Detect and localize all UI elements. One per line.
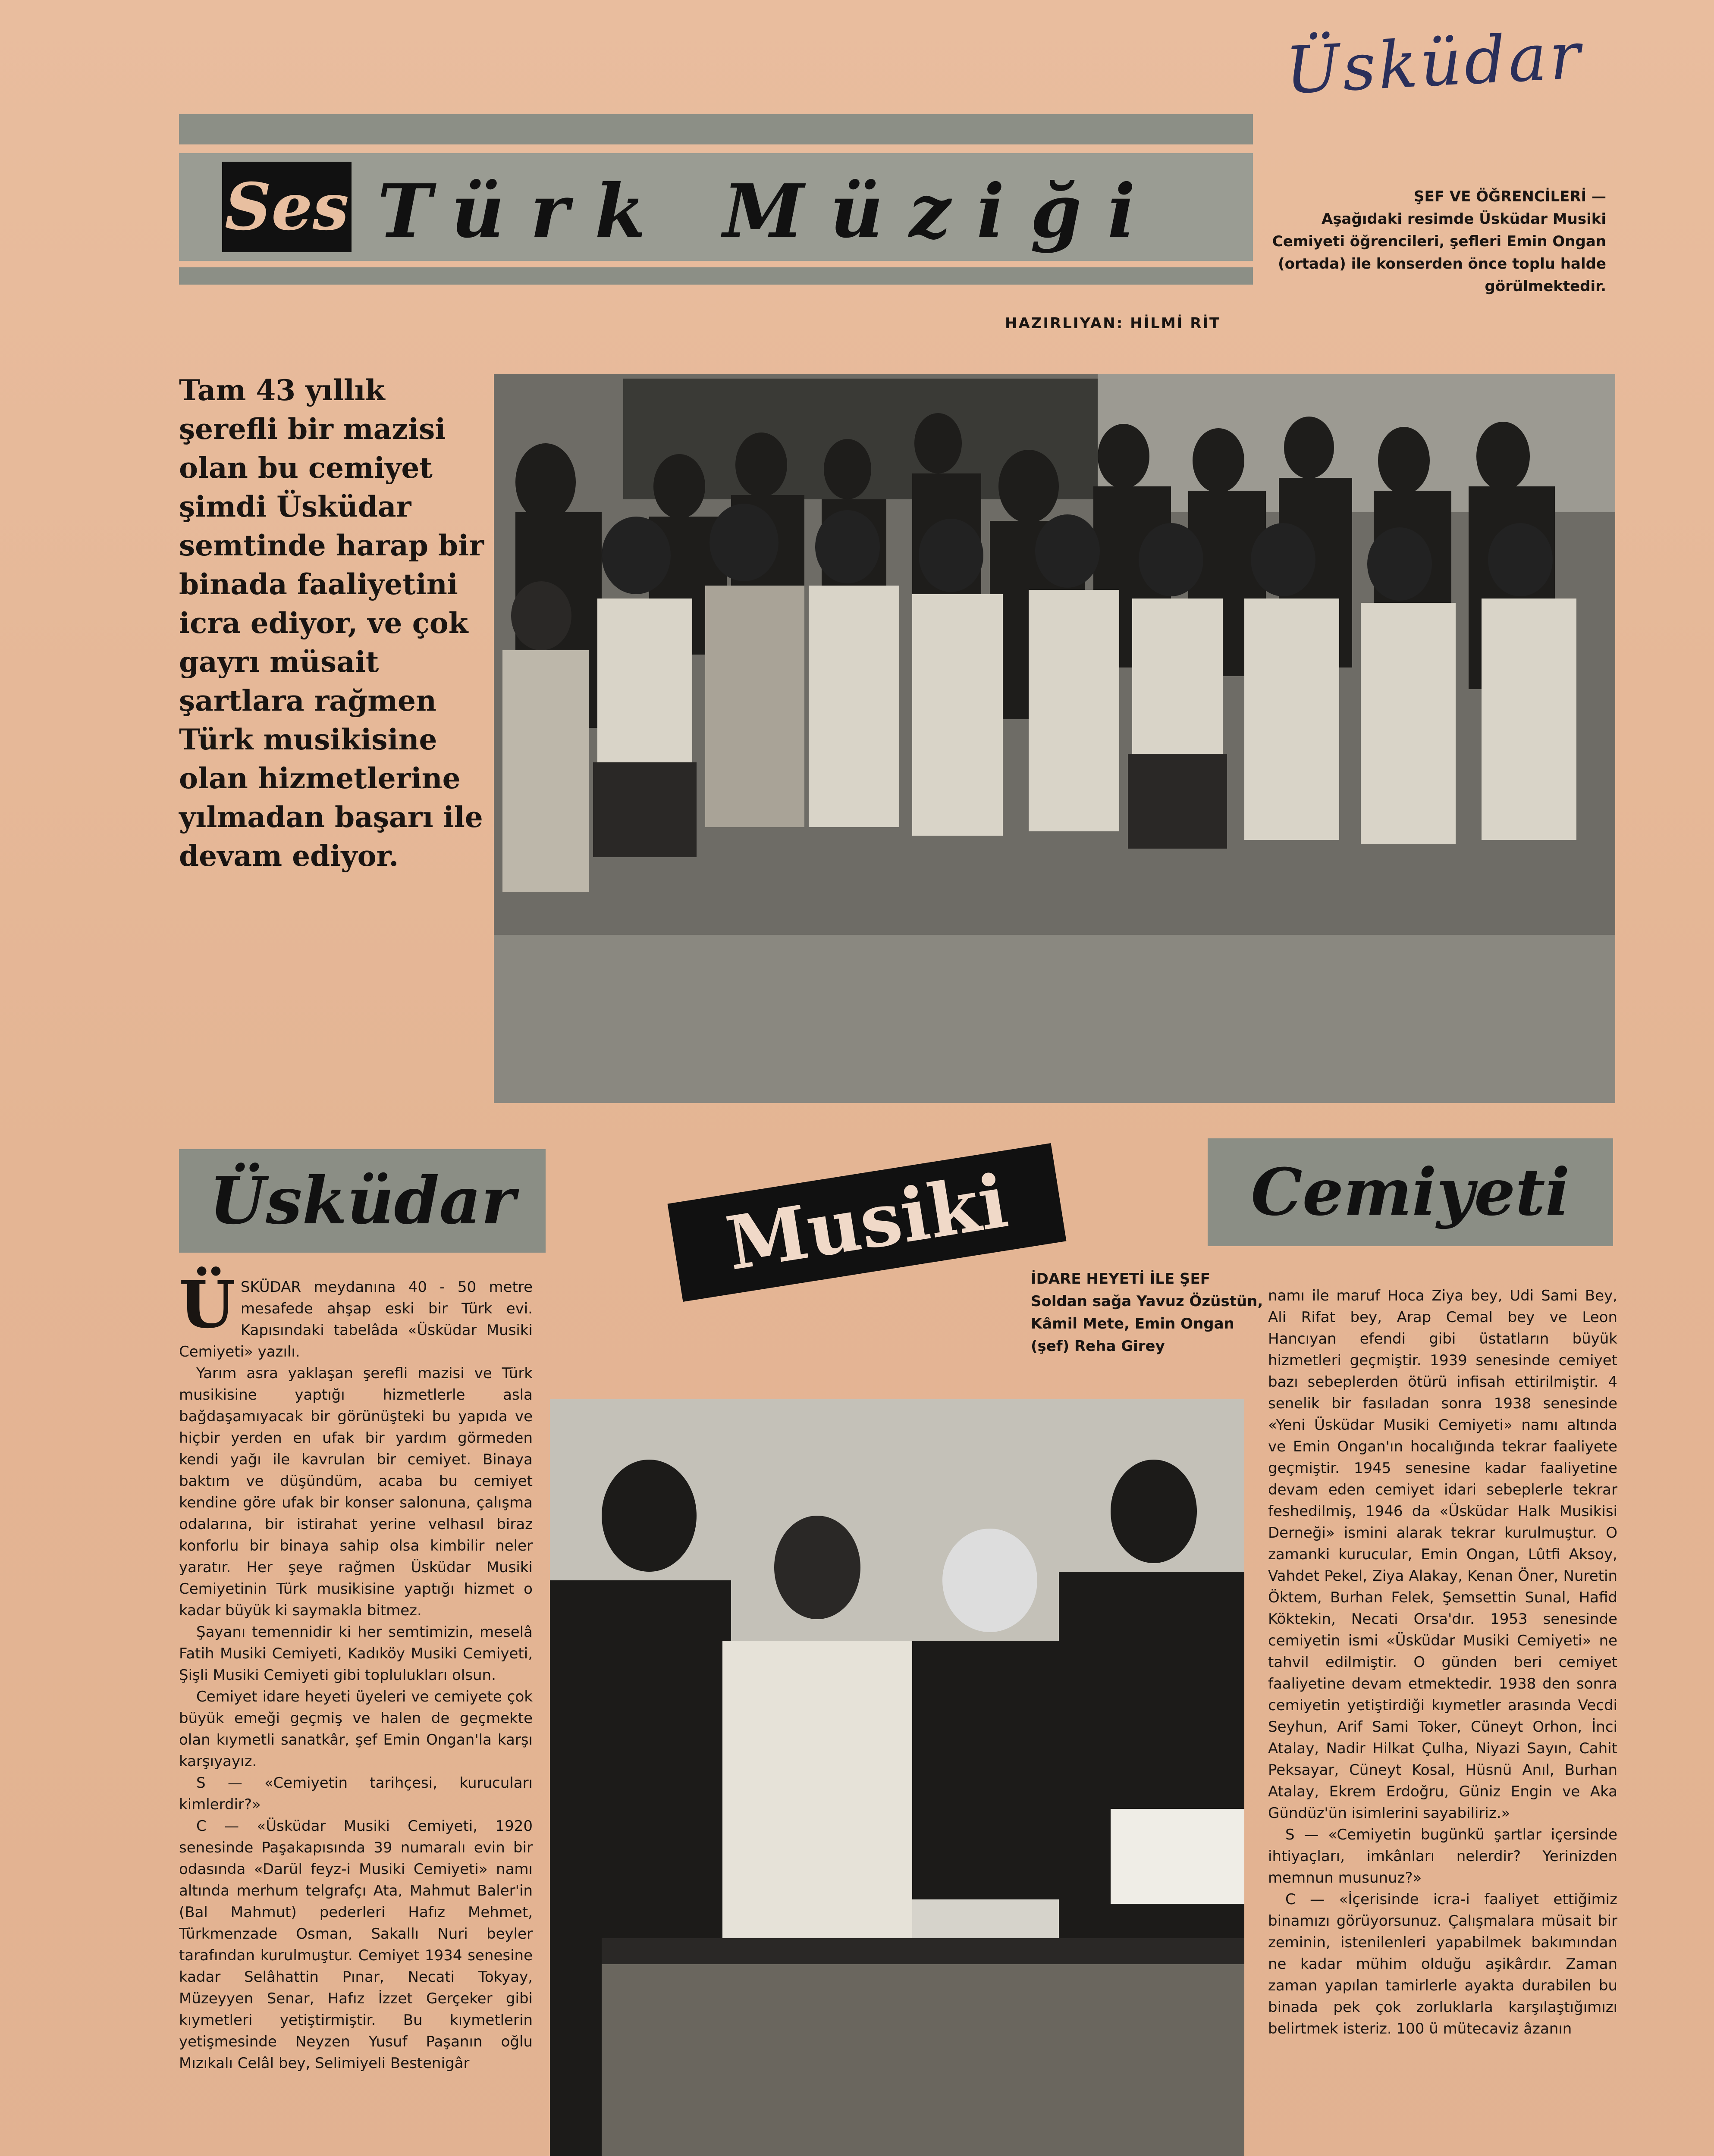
article-paragraph: S — «Cemiyetin bugünkü şartlar içersinde ihtiyaçları, imkânları nelerdir? Yerinizden memnun musunuz?» xyxy=(1268,1826,1617,1887)
magazine-logo: Ses xyxy=(222,162,352,252)
photo-caption-board-text: Soldan sağa Yavuz Özüstün, Kâmil Mete, Emin Ongan (şef) Reha Girey xyxy=(1031,1293,1263,1355)
group-photo-students xyxy=(494,374,1615,1103)
photo-caption-top xyxy=(1261,185,1606,298)
photo-caption-board xyxy=(1031,1268,1272,1357)
group-photo-image xyxy=(494,374,1615,1103)
section-title-left: Üsküdar xyxy=(179,1149,546,1253)
article-paragraph: namı ile maruf Hoca Ziya bey, Udi Sami Bey, Ali Rifat bey, Arap Cemal bey ve Leon Hancıyan efendi gibi üstatların büyük hizmetleri geçmiştir. 1939 senesinde cemiyet bazı sebeplerden ötürü infisah ettirilmiştir. 4 senelik bir fasıladan sonra 1938 senesinde «Yeni Üsküdar Musiki Cemiyeti» namı altında ve Emin Ongan'ın hocalığında tekrar faaliyete geçmiştir. 1945 senesine kadar faaliyetine devam eden cemiyet idari sebeplerle tekrar feshedilmiş, 1946 da «Üsküdar Halk Musikisi Derneği» ismini alarak tekrar kurulmuştur. O zamanki kurucular, Emin Ongan, Lûtfi Aksoy, Vahdet Pekel, Ziya Alakay, Kenan Öner, Nuretin Öktem, Burhan Felek, Şemsettin Sunal, Hafid Köktekin, Necati Orsa'dır. 1953 senesinde cemiyetin ismi «Üsküdar Musiki Cemiyeti» ne tahvil edilmiştir. O günden beri cemiyet faaliyetine devam etmektedir. 1938 den sonra cemiyetin yetiştirdiği kıymetler arasında Vecdi Seyhun, Arif Sami Toker, Cüneyt Orhon, İnci Atalay, Nadir Hilkat Çulha, Niyazi Sayın, Cahit Peksayar, Cüneyt Kosal, Hüsnü Anıl, Burhan Atalay, Ekrem Erdoğru, Güniz Engin ve Aka Gündüz'ün isimlerini sayabiliriz.» xyxy=(1268,1287,1617,1822)
board-photo xyxy=(550,1399,1244,2156)
section-title-middle: Musiki xyxy=(668,1143,1067,1302)
header-banner xyxy=(179,114,1253,295)
article-column-right xyxy=(1268,1285,1617,2040)
article-paragraph: C — «İçerisinde icra-i faaliyet ettiğimiz binamızı görüyorsunuz. Çalışmalara müsait bir zeminin, istenilenleri yapabilmek bakımından ne kadar mühim olduğu aşikârdır. Zaman zaman yapılan tamirlerle ayakta durabilen bu binada pek çok zorluklarla karşılaştığımızı belirtmek isteriz. 100 ü mütecaviz âzanın xyxy=(1268,1891,1617,2037)
article-paragraph: C — «Üsküdar Musiki Cemiyeti, 1920 senesinde Paşakapısında 39 numaralı evin bir odasında «Darül feyz-i Musiki Cemiyeti» namı altında merhum telgrafçı Ata, Mahmut Baler'in (Bal Mahmut) pederleri Hafız Mehmet, Türkmenzade Osman, Sakallı Nuri beyler tarafından kurulmuştur. Cemiyet 1934 senesine kadar Selâhattin Pınar, Necati Tokyay, Müzeyyen Senar, Hafız İzzet Gerçeker gibi kıymetleri yetiştirmiştir. Bu kıymetlerin yetişmesinde Neyzen Yusuf Paşanın oğlu Mızıkalı Celâl bey, Selimiyeli Bestenigâr xyxy=(179,1818,533,2072)
section-header-title: Türk Müziği xyxy=(377,168,1162,254)
article-paragraph: Şayanı temennidir ki her semtimizin, meselâ Fatih Musiki Cemiyeti, Kadıköy Musiki Cemiyeti, Şişli Musiki Cemiyeti gibi toplulukları olsun. xyxy=(179,1623,533,1684)
section-title-right: Cemiyeti xyxy=(1208,1138,1613,1246)
handwritten-note: Üsküdar xyxy=(1283,18,1585,109)
header-stripe-bottom xyxy=(179,267,1253,285)
article-paragraph: S — «Cemiyetin tarihçesi, kurucuları kimlerdir?» xyxy=(179,1774,533,1813)
photo-caption-top-title: ŞEF VE ÖĞRENCİLERİ — xyxy=(1414,188,1606,205)
byline: HAZIRLIYAN: HİLMİ RİT xyxy=(1005,315,1221,332)
photo-caption-top-text: Aşağıdaki resimde Üsküdar Musiki Cemiyeti öğrencileri, şefleri Emin Ongan (ortada) ile konserden önce toplu halde görülmektedir. xyxy=(1272,210,1606,295)
article-paragraph: SKÜDAR meydanına 40 - 50 metre mesafede ahşap eski bir Türk evi. Kapısındaki tabelâda «Üsküdar Musiki Cemiyeti» yazılı. xyxy=(179,1279,533,1360)
intro-lead-text: Tam 43 yıllık şerefli bir mazisi olan bu cemiyet şimdi Üsküdar semtinde harap bir binada faaliyetini icra ediyor, ve çok gayrı müsait şartlara rağmen Türk musikisine olan hizmetlerine yılmadan başarı ile devam ediyor. xyxy=(179,373,484,873)
article-paragraph: Cemiyet idare heyeti üyeleri ve cemiyete çok büyük emeği geçmiş ve halen de geçmekte olan kıymetli sanatkâr, şef Emin Ongan'la karşı karşıyayız. xyxy=(179,1688,533,1770)
header-stripe-top xyxy=(179,114,1253,144)
photo-caption-board-title: İDARE HEYETİ İLE ŞEF xyxy=(1031,1270,1210,1288)
board-photo-image xyxy=(550,1399,1244,2156)
drop-cap: Ü xyxy=(179,1267,235,1343)
article-paragraph: Yarım asra yaklaşan şerefli mazisi ve Türk musikisine yaptığı hizmetlerle asla bağdaşamıyacak bir görünüşteki bu yapıda ve hiçbir yerden en ufak bir yardım görmeden kendi yağı ile kavrulan bir cemiyet. Binaya baktım ve düşündüm, acaba bu cemiyet kendine göre ufak bir konser salonuna, çalışma odalarına, bir istirahat yerine velhasıl biraz konforlu bir binaya sahip olsa kimbilir neler yaratır. Her şeye rağmen Üsküdar Musiki Cemiyetinin Türk musikisine yaptığı hizmet o kadar büyük ki saymakla bitmez. xyxy=(179,1365,533,1619)
article-column-left xyxy=(179,1267,533,2074)
